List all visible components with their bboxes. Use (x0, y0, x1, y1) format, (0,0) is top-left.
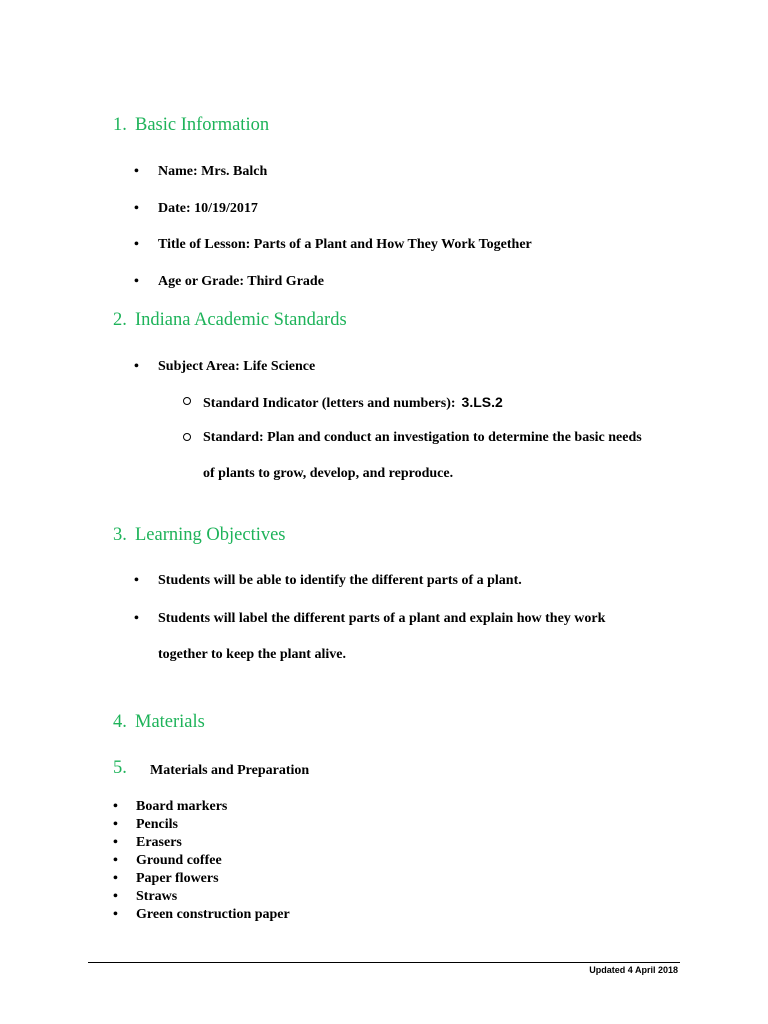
circle-bullet-icon (183, 433, 191, 441)
circle-bullet-icon (183, 397, 191, 405)
standard-code: 3.LS.2 (461, 394, 503, 410)
footer-divider (88, 962, 680, 963)
section-heading-standards: 2. Indiana Academic Standards (113, 310, 347, 330)
footer-updated: Updated 4 April 2018 (589, 965, 678, 975)
standards-standard-continued: of plants to grow, develop, and reproduce. (203, 466, 454, 481)
section-heading-materials: 4. Materials (113, 712, 205, 732)
objective-2-continued: together to keep the plant alive. (158, 647, 346, 662)
section-heading-basic-information: 1. Basic Information (113, 115, 270, 135)
section-heading-materials-preparation: 5. Materials and Preparation (113, 758, 310, 778)
section-heading-learning-objectives: 3. Learning Objectives (113, 525, 286, 545)
